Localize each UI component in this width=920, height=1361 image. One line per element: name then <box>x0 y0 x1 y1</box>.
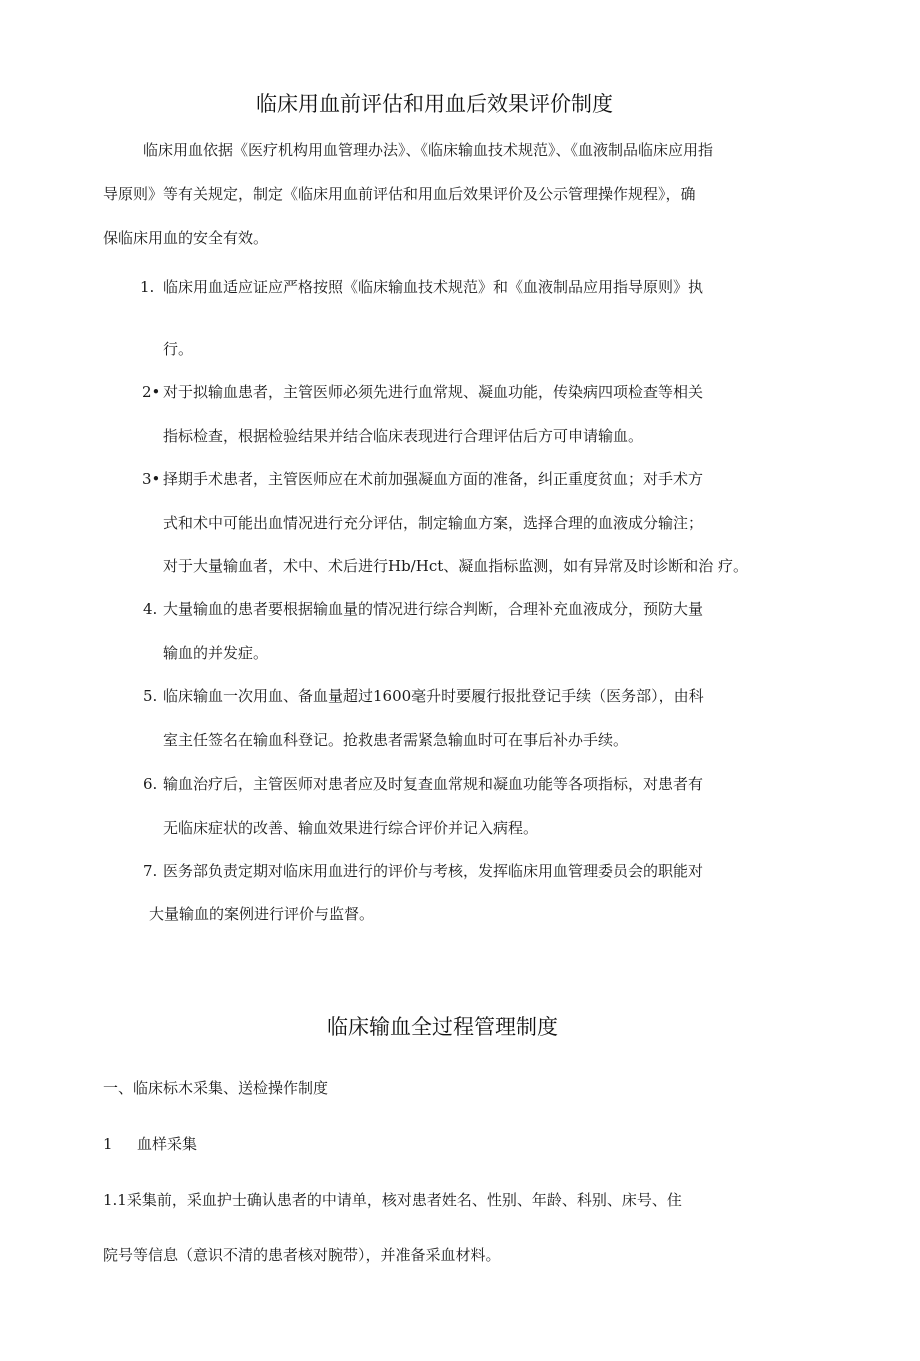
item-3-line-1: 择期手术患者，主管医师应在术前加强凝血方面的准备，纠正重度贫血；对手术方 <box>163 470 704 488</box>
item-6-number: 6. <box>143 775 158 793</box>
para-line-1: 1.1采集前，采血护士确认患者的中请单，核对患者姓名、性别、年龄、科别、床号、住 <box>103 1191 682 1209</box>
item-3-line-2: 式和术中可能出血情况进行充分评估，制定输血方案，选择合理的血液成分输注； <box>163 514 704 532</box>
item-1-line-1: 临床用血适应证应严格按照《临床输血技术规范》和《血液制品应用指导原则》执 <box>163 278 704 296</box>
item-7-number: 7. <box>143 862 158 880</box>
item-1-number: 1. <box>140 278 155 296</box>
policy1-intro-line-3: 保临床用血的安全有效。 <box>103 229 269 247</box>
item-2-line-2: 指标检查，根据检验结果并结合临床表现进行合理评估后方可申请输血。 <box>163 427 644 445</box>
policy2-title: 临床输血全过程管理制度 <box>327 1015 558 1039</box>
para-line-2: 院号等信息（意识不清的患者核对腕带），并准备采血材料。 <box>103 1246 501 1264</box>
item-3-line-3: 对于大量输血者，术中、术后进行Hb/Hct、凝血指标监测，如有异常及时诊断和治 疗。 <box>163 557 749 575</box>
item-1-line-2: 行。 <box>163 340 194 358</box>
item-6-line-2: 无临床症状的改善、输血效果进行综合评价并记入病程。 <box>163 819 539 837</box>
policy1-title: 临床用血前评估和用血后效果评价制度 <box>256 92 613 116</box>
item-7-line-2: 大量输血的案例进行评价与监督。 <box>149 905 375 923</box>
item-4-line-2: 输血的并发症。 <box>163 644 269 662</box>
section-heading: 一、临床标木采集、送检操作制度 <box>103 1079 329 1097</box>
subsection-title: 血样采集 <box>137 1135 198 1153</box>
item-5-line-1: 临床输血一次用血、备血量超过1600毫升时要履行报批登记手续（医务部），由科 <box>163 687 704 705</box>
policy1-intro-line-2: 导原则》等有关规定，制定《临床用血前评估和用血后效果评价及公示管理操作规程》，确 <box>103 185 696 203</box>
item-7-line-1: 医务部负责定期对临床用血进行的评价与考核，发挥临床用血管理委员会的职能对 <box>163 862 704 880</box>
item-6-line-1: 输血治疗后，主管医师对患者应及时复查血常规和凝血功能等各项指标，对患者有 <box>163 775 704 793</box>
item-5-number: 5. <box>143 687 158 705</box>
item-3-number: 3• <box>142 470 161 488</box>
item-2-number: 2• <box>142 383 161 401</box>
item-4-number: 4. <box>143 600 158 618</box>
policy1-intro-line-1: 临床用血依据《医疗机构用血管理办法》、《临床输血技术规范》、《血液制品临床应用指 <box>143 141 714 159</box>
item-2-line-1: 对于拟输血患者，主管医师必须先进行血常规、凝血功能，传染病四项检查等相关 <box>163 383 704 401</box>
item-4-line-1: 大量输血的患者要根据输血量的情况进行综合判断，合理补充血液成分，预防大量 <box>163 600 704 618</box>
subsection-number: 1 <box>103 1135 113 1153</box>
item-5-line-2: 室主任签名在输血科登记。抢救患者需紧急输血时可在事后补办手续。 <box>163 731 629 749</box>
